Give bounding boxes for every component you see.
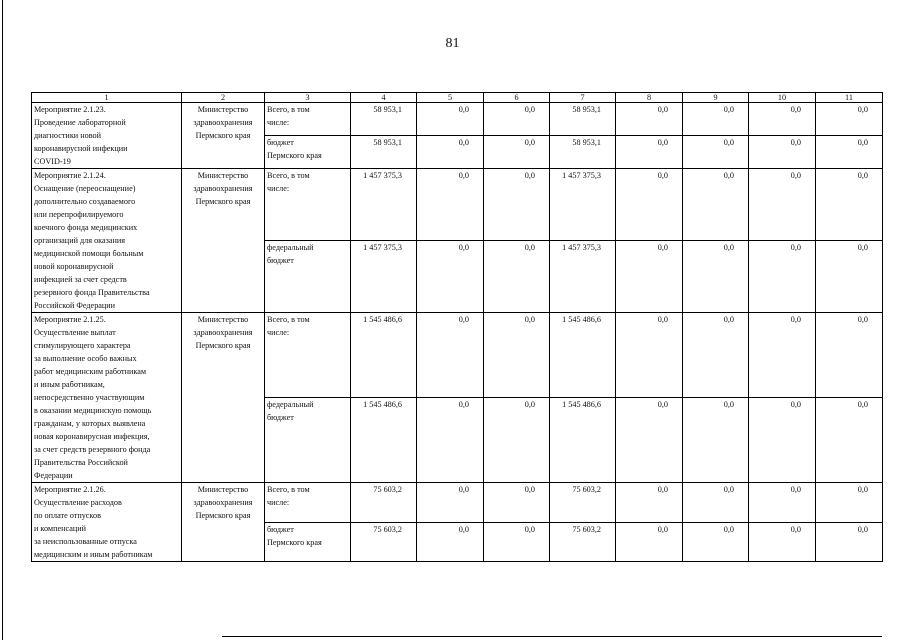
amount-cell: 0,0 bbox=[683, 169, 749, 241]
executor-line: Пермского края bbox=[195, 511, 251, 520]
amount-cell: 0,0 bbox=[749, 241, 816, 313]
amount-cell: 0,0 bbox=[417, 483, 484, 523]
funding-source-cell bbox=[265, 483, 351, 523]
amount-cell: 0,0 bbox=[484, 398, 550, 483]
amount-cell: 0,0 bbox=[484, 136, 550, 169]
event-description-line: за выполнение особо важных bbox=[34, 354, 137, 363]
funding-source-cell bbox=[265, 313, 351, 398]
amount-cell: 75 603,2 bbox=[351, 483, 417, 523]
amount-cell: 0,0 bbox=[484, 313, 550, 398]
event-description-line: стимулирующего характера bbox=[34, 341, 131, 350]
event-description-line: новая коронавирусная инфекция, bbox=[34, 432, 150, 441]
amount-cell: 0,0 bbox=[816, 483, 883, 523]
event-description-line: Федерации bbox=[34, 471, 73, 480]
event-description-line: Российской Федерации bbox=[34, 301, 116, 310]
amount-cell: 1 545 486,6 bbox=[351, 313, 417, 398]
executor-cell bbox=[182, 169, 265, 313]
executor-line: Пермского края bbox=[195, 197, 251, 206]
amount-cell: 0,0 bbox=[616, 483, 683, 523]
funding-source-cell bbox=[265, 103, 351, 136]
event-description-line: и компенсаций bbox=[34, 524, 87, 533]
event-description-line: коечного фонда медицинских bbox=[34, 223, 138, 232]
amount-cell: 58 953,1 bbox=[550, 136, 616, 169]
amount-cell: 0,0 bbox=[749, 483, 816, 523]
amount-cell: 0,0 bbox=[683, 398, 749, 483]
event-description-line: дополнительно создаваемого bbox=[34, 197, 136, 206]
table-row bbox=[32, 313, 883, 398]
table-row bbox=[32, 169, 883, 241]
executor-cell bbox=[182, 483, 265, 562]
scan-left-edge bbox=[2, 0, 3, 640]
executor-line: здравоохранения bbox=[193, 184, 253, 193]
amount-cell: 0,0 bbox=[417, 169, 484, 241]
amount-cell: 0,0 bbox=[749, 313, 816, 398]
amount-cell: 0,0 bbox=[484, 522, 550, 562]
event-cell bbox=[32, 313, 182, 483]
amount-cell: 1 545 486,6 bbox=[550, 398, 616, 483]
funding-source-line: Всего, в том bbox=[267, 105, 310, 114]
amount-cell: 1 457 375,3 bbox=[550, 169, 616, 241]
amount-cell: 75 603,2 bbox=[351, 522, 417, 562]
column-number: 6 bbox=[484, 93, 550, 103]
event-description-line: Мероприятие 2.1.26. bbox=[34, 485, 106, 494]
amount-cell: 75 603,2 bbox=[550, 483, 616, 523]
funding-source-line: бюджет bbox=[267, 256, 294, 265]
column-number-row bbox=[32, 93, 883, 103]
funding-source-line: числе: bbox=[267, 184, 290, 193]
event-description-line: диагностики новой bbox=[34, 131, 101, 140]
amount-cell: 0,0 bbox=[683, 241, 749, 313]
table-row bbox=[32, 103, 883, 136]
amount-cell: 1 457 375,3 bbox=[351, 241, 417, 313]
event-description-line: Оснащение (переоснащение) bbox=[34, 184, 136, 193]
event-description-line: коронавирусной инфекции bbox=[34, 144, 128, 153]
amount-cell: 0,0 bbox=[749, 522, 816, 562]
amount-cell: 0,0 bbox=[816, 313, 883, 398]
funding-source-line: бюджет bbox=[267, 413, 294, 422]
event-description-line: медицинской помощи больным bbox=[34, 249, 144, 258]
budget-table bbox=[31, 92, 883, 562]
executor-cell bbox=[182, 313, 265, 483]
amount-cell: 0,0 bbox=[683, 313, 749, 398]
amount-cell: 0,0 bbox=[683, 522, 749, 562]
amount-cell: 1 457 375,3 bbox=[351, 169, 417, 241]
amount-cell: 0,0 bbox=[417, 522, 484, 562]
amount-cell: 0,0 bbox=[417, 136, 484, 169]
amount-cell: 0,0 bbox=[749, 103, 816, 136]
executor-line: Министерство bbox=[197, 315, 249, 324]
executor-line: здравоохранения bbox=[193, 118, 253, 127]
amount-cell: 0,0 bbox=[816, 103, 883, 136]
amount-cell: 0,0 bbox=[616, 169, 683, 241]
executor-cell bbox=[182, 103, 265, 169]
funding-source-cell bbox=[265, 522, 351, 562]
column-number: 1 bbox=[32, 93, 182, 103]
funding-source-line: Пермского края bbox=[267, 151, 322, 160]
amount-cell: 0,0 bbox=[484, 241, 550, 313]
event-description-line: Мероприятие 2.1.25. bbox=[34, 315, 106, 324]
amount-cell: 0,0 bbox=[816, 522, 883, 562]
funding-source-line: Всего, в том bbox=[267, 171, 310, 180]
event-description-line: организаций для оказания bbox=[34, 236, 126, 245]
column-number: 3 bbox=[265, 93, 351, 103]
amount-cell: 0,0 bbox=[683, 103, 749, 136]
event-description-line: или перепрофилируемого bbox=[34, 210, 124, 219]
amount-cell: 0,0 bbox=[683, 483, 749, 523]
executor-line: Министерство bbox=[197, 485, 249, 494]
amount-cell: 0,0 bbox=[616, 522, 683, 562]
amount-cell: 0,0 bbox=[816, 241, 883, 313]
event-description-line: резервного фонда Правительства bbox=[34, 288, 150, 297]
column-number: 8 bbox=[616, 93, 683, 103]
amount-cell: 0,0 bbox=[749, 398, 816, 483]
page-number: 81 bbox=[445, 36, 460, 51]
executor-line: Пермского края bbox=[195, 131, 251, 140]
amount-cell: 0,0 bbox=[816, 398, 883, 483]
column-number: 2 bbox=[182, 93, 265, 103]
funding-source-line: бюджет bbox=[267, 524, 294, 534]
funding-source-line: Всего, в том bbox=[267, 485, 310, 494]
event-description-line: в оказании медицинскую помощь bbox=[34, 406, 152, 415]
column-number: 5 bbox=[417, 93, 484, 103]
funding-source-cell bbox=[265, 241, 351, 313]
amount-cell: 1 457 375,3 bbox=[550, 241, 616, 313]
event-description-line: и иным работникам, bbox=[34, 380, 105, 389]
amount-cell: 75 603,2 bbox=[550, 522, 616, 562]
amount-cell: 0,0 bbox=[616, 313, 683, 398]
column-number: 4 bbox=[351, 93, 417, 103]
event-description-line: работ медицинским работникам bbox=[34, 367, 147, 376]
funding-source-cell bbox=[265, 136, 351, 169]
event-description-line: Правительства Российской bbox=[34, 458, 128, 467]
column-number: 11 bbox=[816, 93, 883, 103]
executor-line: Министерство bbox=[197, 171, 249, 180]
amount-cell: 0,0 bbox=[749, 136, 816, 169]
amount-cell: 0,0 bbox=[417, 103, 484, 136]
column-number: 7 bbox=[550, 93, 616, 103]
event-description-line: по оплате отпусков bbox=[34, 511, 101, 520]
amount-cell: 58 953,1 bbox=[351, 103, 417, 136]
amount-cell: 0,0 bbox=[484, 103, 550, 136]
funding-source-line: числе: bbox=[267, 498, 290, 507]
funding-source-line: Пермского края bbox=[267, 537, 322, 547]
event-description-line: COVID-19 bbox=[34, 157, 71, 166]
event-description-line: Мероприятие 2.1.24. bbox=[34, 171, 106, 180]
amount-cell: 0,0 bbox=[616, 398, 683, 483]
amount-cell: 1 545 486,6 bbox=[351, 398, 417, 483]
funding-source-line: федеральный bbox=[267, 400, 314, 409]
event-cell bbox=[32, 169, 182, 313]
executor-line: здравоохранения bbox=[193, 328, 253, 337]
executor-line: здравоохранения bbox=[193, 498, 253, 507]
event-description-line: новой коронавирусной bbox=[34, 262, 114, 271]
amount-cell: 0,0 bbox=[484, 169, 550, 241]
event-description-line: медицинским и иным работникам bbox=[34, 550, 153, 559]
event-description-line: Проведение лабораторной bbox=[34, 118, 126, 127]
event-cell bbox=[32, 483, 182, 562]
funding-source-line: числе: bbox=[267, 328, 290, 337]
amount-cell: 0,0 bbox=[417, 313, 484, 398]
amount-cell: 58 953,1 bbox=[351, 136, 417, 169]
executor-line: Пермского края bbox=[195, 341, 251, 350]
amount-cell: 0,0 bbox=[417, 241, 484, 313]
event-description-line: Осуществление выплат bbox=[34, 328, 116, 337]
funding-source-cell bbox=[265, 398, 351, 483]
amount-cell: 0,0 bbox=[616, 136, 683, 169]
amount-cell: 0,0 bbox=[749, 169, 816, 241]
amount-cell: 0,0 bbox=[816, 136, 883, 169]
event-description-line: инфекцией за счет средств bbox=[34, 275, 127, 284]
event-cell bbox=[32, 103, 182, 169]
amount-cell: 0,0 bbox=[816, 169, 883, 241]
table-row bbox=[32, 483, 883, 523]
funding-source-line: федеральный bbox=[267, 243, 314, 252]
amount-cell: 0,0 bbox=[616, 241, 683, 313]
funding-source-line: числе: bbox=[267, 118, 290, 127]
amount-cell: 0,0 bbox=[484, 483, 550, 523]
column-number: 9 bbox=[683, 93, 749, 103]
column-number: 10 bbox=[749, 93, 816, 103]
amount-cell: 58 953,1 bbox=[550, 103, 616, 136]
amount-cell: 0,0 bbox=[417, 398, 484, 483]
event-description-line: Осуществление расходов bbox=[34, 498, 122, 507]
amount-cell: 0,0 bbox=[616, 103, 683, 136]
executor-line: Министерство bbox=[197, 105, 249, 114]
event-description-line: за счет средств резервного фонда bbox=[34, 445, 151, 454]
event-description-line: за неиспользованные отпуска bbox=[34, 537, 137, 546]
funding-source-line: бюджет bbox=[267, 138, 294, 147]
amount-cell: 1 545 486,6 bbox=[550, 313, 616, 398]
funding-source-line: Всего, в том bbox=[267, 315, 310, 324]
amount-cell: 0,0 bbox=[683, 136, 749, 169]
event-description-line: гражданам, у которых выявлена bbox=[34, 419, 146, 428]
event-description-line: непосредственно участвующим bbox=[34, 393, 145, 402]
scan-bottom-edge bbox=[222, 636, 882, 637]
funding-source-cell bbox=[265, 169, 351, 241]
event-description-line: Мероприятие 2.1.23. bbox=[34, 105, 106, 114]
